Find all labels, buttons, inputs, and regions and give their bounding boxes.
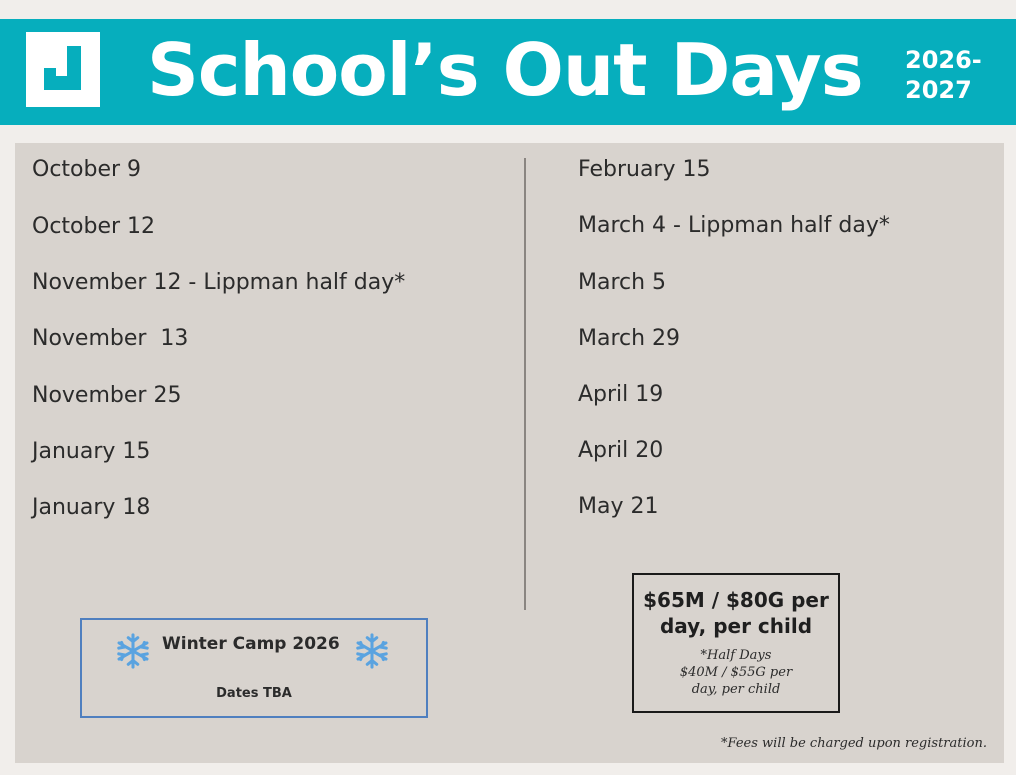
date-left-7: January 18 — [32, 495, 151, 520]
fees-main — [634, 587, 838, 639]
half-day-line-2: $40M / $55G per — [679, 665, 793, 680]
snowflake-icon — [114, 630, 152, 672]
date-right-3: March 5 — [578, 270, 667, 295]
half-day-line-3: day, per child — [691, 682, 781, 697]
date-right-6: April 20 — [578, 438, 664, 463]
date-right-7: May 21 — [578, 494, 659, 519]
winter-camp-title: Winter Camp 2026 — [162, 634, 340, 654]
fees-line-2: day, per child — [659, 614, 813, 638]
winter-camp-box — [80, 618, 428, 718]
school-year — [905, 45, 995, 105]
fees-box — [632, 573, 840, 713]
date-left-4: November 13 — [32, 326, 189, 351]
date-right-1: February 15 — [578, 157, 711, 182]
winter-camp-dates: Dates TBA — [216, 686, 292, 701]
date-right-4: March 29 — [578, 326, 681, 351]
half-day-line-1: *Half Days — [700, 648, 772, 663]
year-line-1: 2026- — [905, 46, 982, 74]
date-left-1: October 9 — [32, 157, 142, 182]
half-day-fees — [634, 647, 838, 698]
fees-line-1: $65M / $80G per — [643, 588, 829, 612]
page-title: School’s Out Days — [147, 28, 863, 112]
fees-footnote: *Fees will be charged upon registration. — [721, 736, 987, 751]
date-left-6: January 15 — [32, 439, 151, 464]
date-right-2: March 4 - Lippman half day* — [578, 213, 890, 238]
header-banner — [0, 19, 1016, 125]
snowflake-icon — [353, 630, 391, 672]
year-line-2: 2027 — [905, 76, 972, 104]
date-left-3: November 12 - Lippman half day* — [32, 270, 406, 295]
date-left-5: November 25 — [32, 383, 182, 408]
date-left-2: October 12 — [32, 214, 156, 239]
date-right-5: April 19 — [578, 382, 664, 407]
j-logo-icon — [26, 32, 100, 107]
column-divider — [524, 158, 526, 610]
